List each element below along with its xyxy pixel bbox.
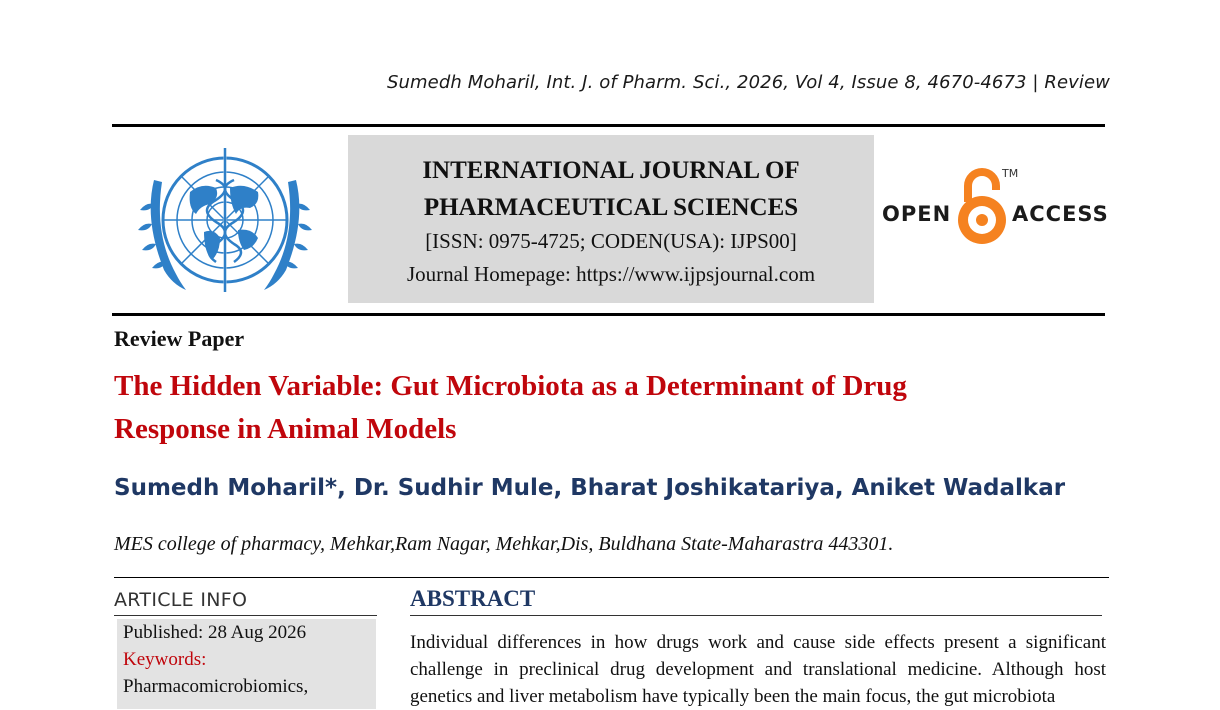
open-access-logo	[880, 166, 1110, 254]
header-top-rule	[112, 124, 1105, 127]
published-date: Published: 28 Aug 2026	[123, 622, 307, 643]
abstract-heading: ABSTRACT	[410, 586, 536, 611]
journal-emblem-icon	[126, 140, 324, 306]
paper-title-line1: The Hidden Variable: Gut Microbiota as a Determinant of Drug	[114, 370, 907, 402]
journal-title-line1: INTERNATIONAL JOURNAL OF	[422, 157, 800, 184]
keyword-item: Pharmacomicrobiomics,	[123, 676, 309, 697]
journal-title-line2: PHARMACEUTICAL SCIENCES	[423, 194, 799, 221]
section-divider	[114, 577, 1109, 578]
journal-issn: [ISSN: 0975-4725; CODEN(USA): IJPS00]	[425, 229, 797, 253]
header-bottom-rule	[112, 313, 1105, 316]
article-info-box	[117, 619, 376, 709]
article-info-heading: ARTICLE INFO	[114, 589, 248, 611]
journal-homepage: Journal Homepage: https://www.ijpsjournal.com	[406, 262, 816, 286]
paper-title-line2: Response in Animal Models	[114, 413, 457, 445]
author-list: Sumedh Moharil*, Dr. Sudhir Mule, Bharat Joshikatariya, Aniket Wadalkar	[114, 475, 1066, 501]
open-access-tm: TM	[1002, 167, 1019, 180]
affiliation: MES college of pharmacy, Mehkar,Ram Nagar, Mehkar,Dis, Buldhana State-Maharastra 443301.	[114, 533, 894, 555]
open-access-open-text: OPEN	[882, 202, 952, 226]
journal-info-box	[348, 135, 874, 303]
abstract-rule	[410, 615, 1102, 616]
abstract-text: Individual differences in how drugs work and cause side effects present a significant challenge in preclinical drug development and translational medicine. Although host genetics and liver metabolism have typically been the main focus, the gut microbiota	[410, 632, 1106, 707]
open-access-access-text: ACCESS	[1012, 202, 1109, 226]
journal-title	[348, 152, 874, 226]
keywords-label: Keywords:	[123, 649, 207, 670]
paper-type: Review Paper	[114, 326, 245, 351]
article-info-rule	[114, 615, 377, 616]
paper-title	[114, 365, 1074, 451]
citation-header: Sumedh Moharil, Int. J. of Pharm. Sci., 2026, Vol 4, Issue 8, 4670-4673 | Review	[387, 72, 1110, 93]
